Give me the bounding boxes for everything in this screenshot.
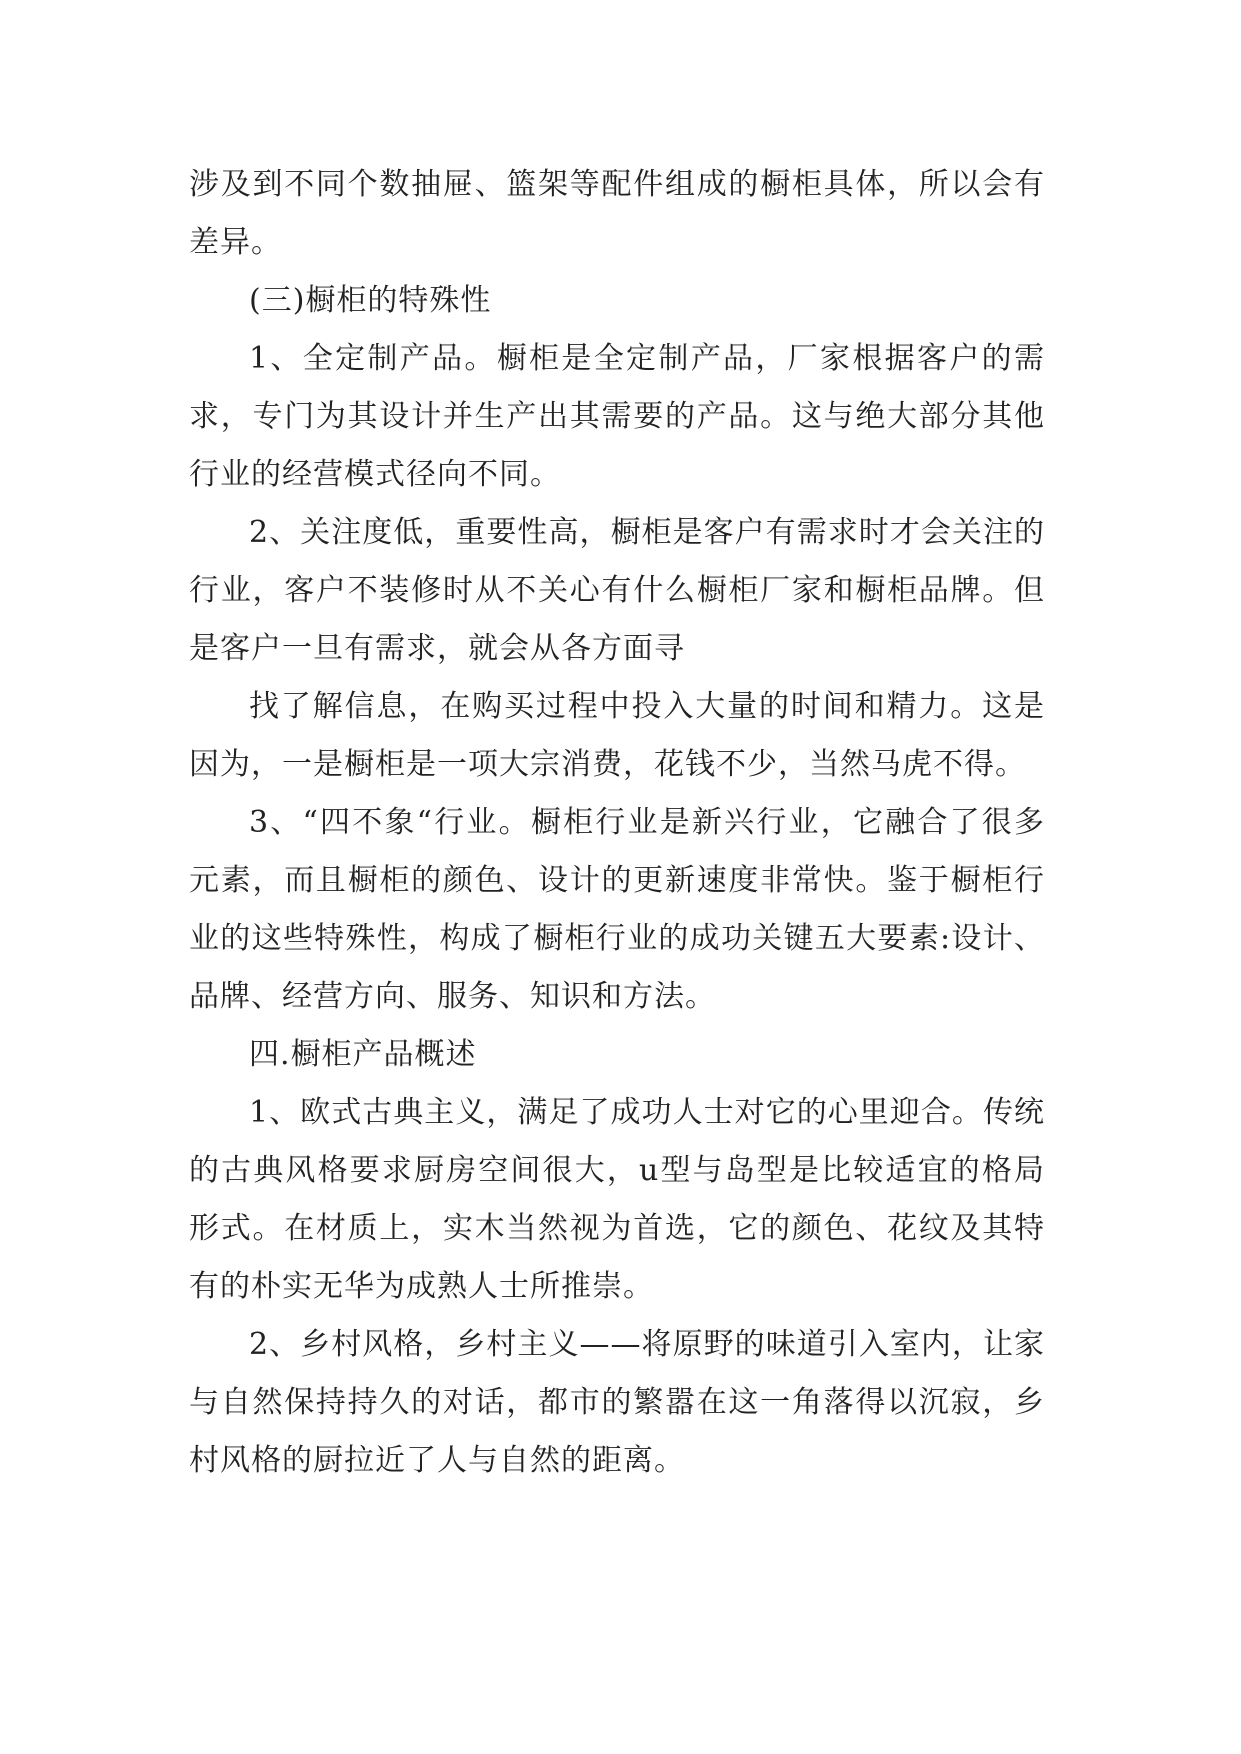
section-heading-product-overview: 四.橱柜产品概述 [249, 1037, 477, 1072]
paragraph-information-seeking: 找了解信息，在购买过程中投入大量的时间和精力。这是因为，一是橱柜是一项大宗消费，花钱不少，当然马虎不得。 [189, 689, 1045, 782]
section-heading-cabinet-particularity: (三)橱柜的特殊性 [249, 283, 492, 318]
paragraph-european-classical: 1、欧式古典主义，满足了成功人士对它的心里迎合。传统的古典风格要求厨房空间很大，u型与岛型是比较适宜的格局形式。在材质上，实木当然视为首选，它的颜色、花纹及其特有的朴实无华为成熟人士所推崇。 [189, 1095, 1045, 1304]
paragraph-full-customization: 1、全定制产品。橱柜是全定制产品，厂家根据客户的需求，专门为其设计并生产出其需要的产品。这与绝大部分其他行业的经营模式径向不同。 [189, 341, 1045, 492]
paragraph-country-style: 2、乡村风格，乡村主义——将原野的味道引入室内，让家与自然保持持久的对话，都市的繁嚣在这一角落得以沉寂，乡村风格的厨拉近了人与自然的距离。 [189, 1327, 1045, 1478]
paragraph-hybrid-industry: 3、“四不象“行业。橱柜行业是新兴行业，它融合了很多元素，而且橱柜的颜色、设计的更新速度非常快。鉴于橱柜行业的这些特殊性，构成了橱柜行业的成功关键五大要素:设计、品牌、经营方向、服务、知识和方法。 [189, 805, 1045, 1014]
paragraph-continuation: 涉及到不同个数抽屉、篮架等配件组成的橱柜具体，所以会有差异。 [189, 167, 1045, 260]
body-text [189, 156, 1045, 1490]
paragraph-low-attention-high-importance: 2、关注度低，重要性高，橱柜是客户有需求时才会关注的行业，客户不装修时从不关心有什么橱柜厂家和橱柜品牌。但是客户一旦有需求，就会从各方面寻 [189, 515, 1045, 666]
